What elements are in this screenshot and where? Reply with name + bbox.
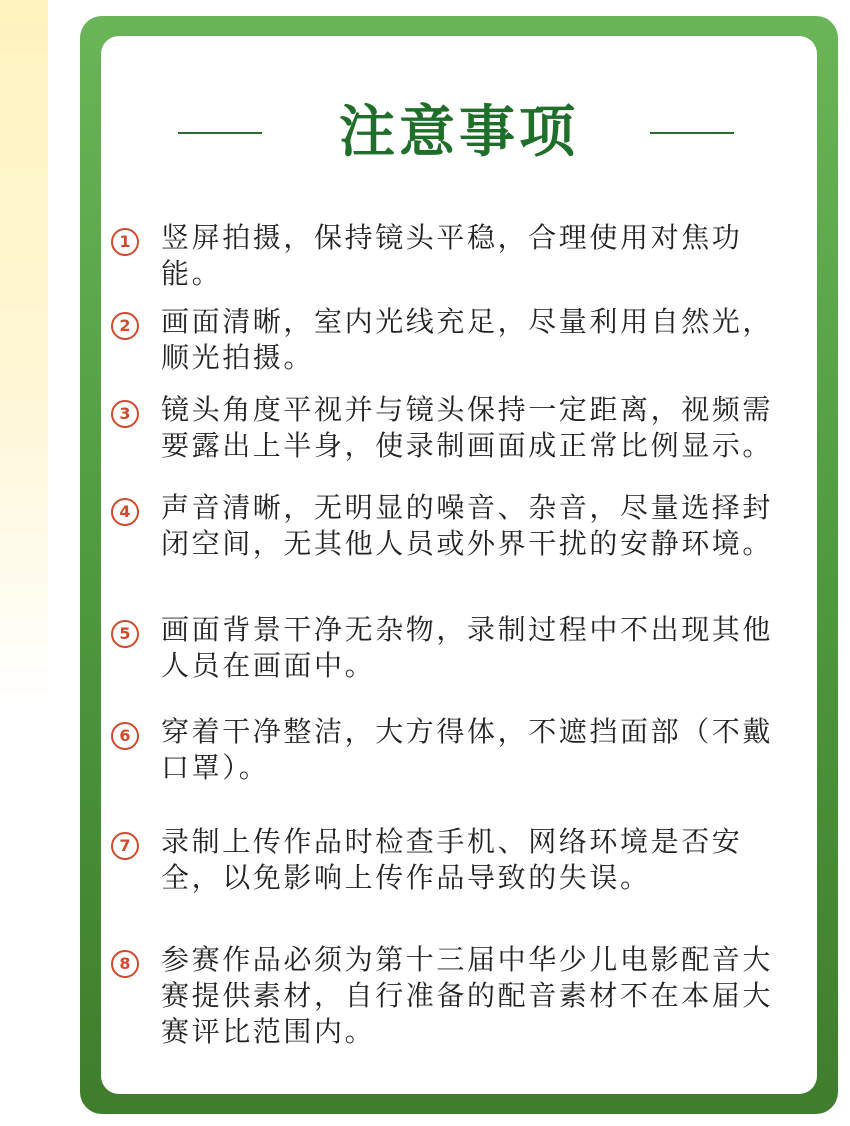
item-number-badge: 7 <box>111 832 139 860</box>
item-text: 画面清晰，室内光线充足，尽量利用自然光，顺光拍摄。 <box>161 305 774 374</box>
page-title: 注意事项 <box>339 100 579 165</box>
title-row <box>101 98 817 168</box>
title-divider-right <box>650 132 734 134</box>
item-number-badge: 6 <box>111 722 139 750</box>
item-number-badge: 1 <box>111 228 139 256</box>
item-number-badge: 2 <box>111 312 139 340</box>
item-text: 录制上传作品时检查手机、网络环境是否安全，以免影响上传作品导致的失误。 <box>161 825 743 894</box>
item-text: 画面背景干净无杂物，录制过程中不出现其他人员在画面中。 <box>161 613 774 682</box>
item-number-badge: 4 <box>111 498 139 526</box>
notice-card <box>101 36 817 1094</box>
item-number-badge: 3 <box>111 400 139 428</box>
item-number-badge: 5 <box>111 620 139 648</box>
decorative-side-strip <box>0 0 48 710</box>
item-text: 竖屏拍摄，保持镜头平稳，合理使用对焦功能。 <box>161 221 743 290</box>
item-text: 镜头角度平视并与镜头保持一定距离，视频需要露出上半身，使录制画面成正常比例显示。 <box>161 393 774 462</box>
item-text: 穿着干净整洁，大方得体，不遮挡面部（不戴口罩）。 <box>161 715 774 784</box>
item-text: 参赛作品必须为第十三届中华少儿电影配音大赛提供素材，自行准备的配音素材不在本届大赛评比范围内。 <box>161 943 774 1048</box>
item-number-badge: 8 <box>111 950 139 978</box>
item-text: 声音清晰，无明显的噪音、杂音，尽量选择封闭空间，无其他人员或外界干扰的安静环境。 <box>161 491 774 560</box>
